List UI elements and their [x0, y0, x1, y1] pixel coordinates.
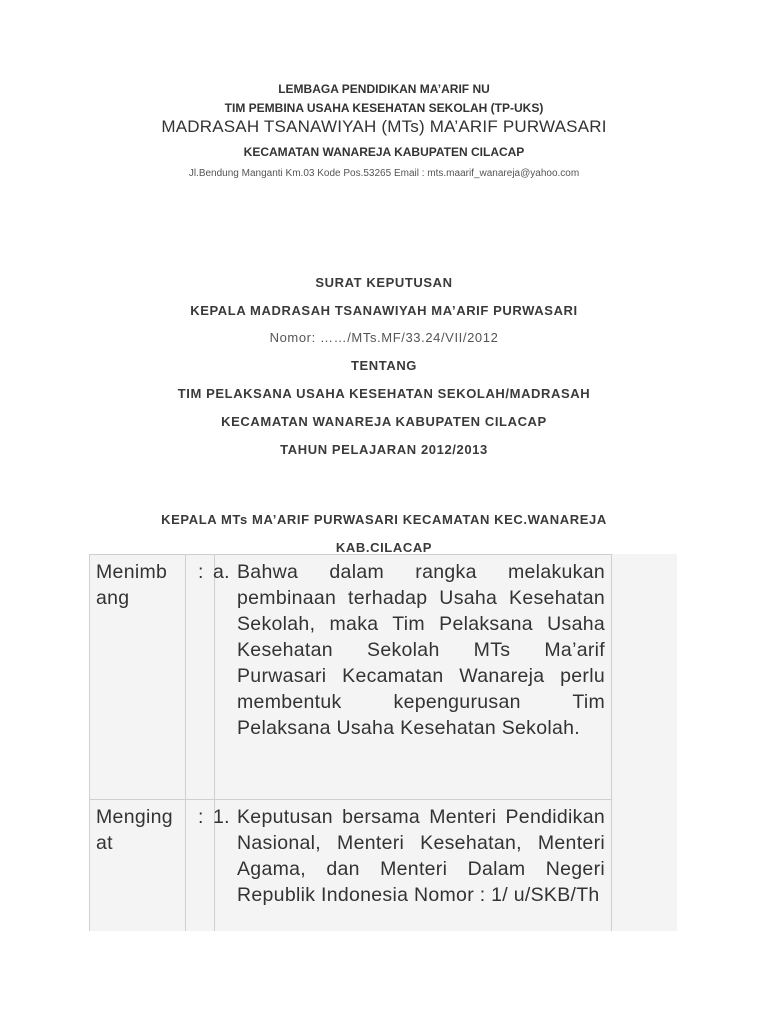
list-item: [213, 559, 605, 741]
letterhead-address: Jl.Bendung Manganti Km.03 Kode Pos.53265 Email : mts.maarif_wanareja@yahoo.com: [188, 168, 580, 179]
decree-academic-year: TAHUN PELAJARAN 2012/2013: [280, 442, 488, 457]
row-label-menimbang: Menimb ang: [90, 555, 186, 800]
letterhead-institution: LEMBAGA PENDIDIKAN MA’ARIF NU: [278, 82, 490, 96]
decree-title: SURAT KEPUTUSAN: [315, 275, 453, 290]
decree-table: [89, 554, 612, 931]
decree-about-label: TENTANG: [350, 358, 418, 373]
decree-subject-line1: TIM PELAKSANA USAHA KESEHATAN SEKOLAH/MADRASAH: [177, 386, 591, 401]
letterhead-district: KECAMATAN WANAREJA KABUPATEN CILACAP: [243, 145, 525, 159]
list-item-marker: a.: [213, 561, 230, 583]
letterhead-school-name: MADRASAH TSANAWIYAH (MTs) MA’ARIF PURWASARI: [161, 117, 607, 136]
row-content-mengingat: [215, 800, 612, 932]
decree-table-container: [89, 554, 677, 931]
list-item-text: Keputusan bersama Menteri Pendidikan Nasional, Menteri Kesehatan, Menteri Agama, dan Menteri Dalam Negeri Republik Indonesia Nomor : 1/ u/SKB/Th: [237, 806, 605, 906]
decree-head-line2: KAB.CILACAP: [335, 540, 433, 555]
list-item: [213, 804, 605, 931]
decree-head-line1: KEPALA MTs MA’ARIF PURWASARI KECAMATAN KEC.WANAREJA: [161, 512, 607, 527]
decree-issuer: KEPALA MADRASAH TSANAWIYAH MA’ARIF PURWASARI: [190, 303, 578, 318]
row-colon: :: [186, 555, 215, 800]
letterhead-team: TIM PEMBINA USAHA KESEHATAN SEKOLAH (TP-UKS): [224, 101, 544, 115]
list-item-text: Bahwa dalam rangka melakukan pembinaan terhadap Usaha Kesehatan Sekolah, maka Tim Pelaksana Usaha Kesehatan Sekolah MTs Ma’arif Purwasari Kecamatan Wanareja perlu membentuk kepengurusan Tim Pelaksana Usaha Kesehatan Sekolah.: [237, 561, 605, 739]
decree-subject-line2: KECAMATAN WANAREJA KABUPATEN CILACAP: [221, 414, 547, 429]
table-row-menimbang: [90, 555, 612, 800]
row-content-menimbang: [215, 555, 612, 800]
row-label-mengingat: Menging at: [90, 800, 186, 932]
row-colon: :: [186, 800, 215, 932]
list-item-marker: 1.: [213, 806, 230, 828]
table-row-mengingat: [90, 800, 612, 932]
decree-number: Nomor: ……/MTs.MF/33.24/VII/2012: [269, 330, 499, 345]
